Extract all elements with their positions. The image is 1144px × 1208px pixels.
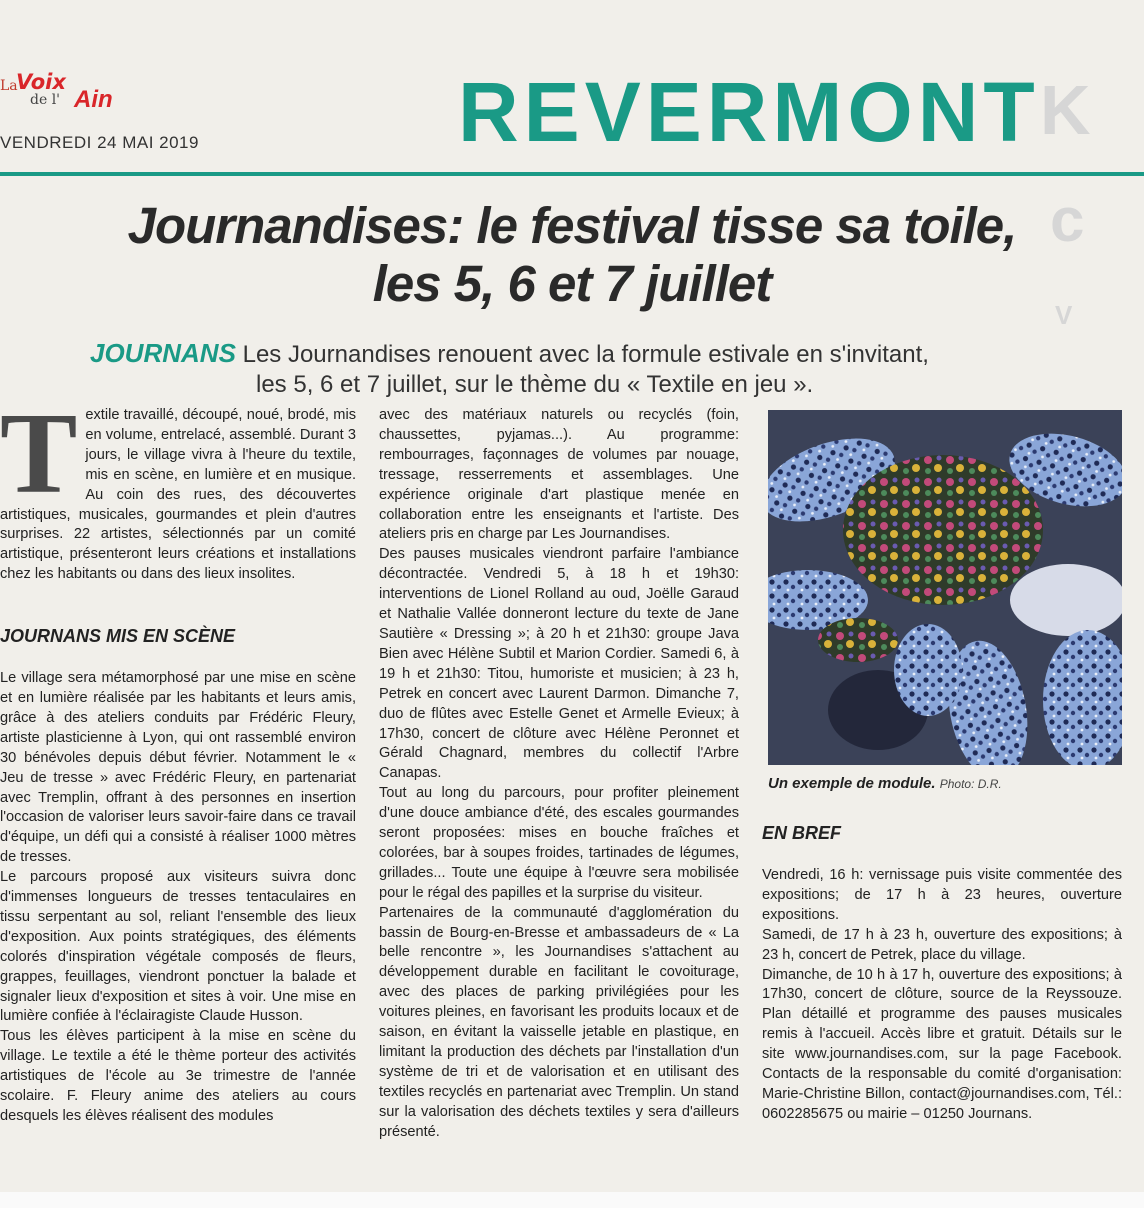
drop-cap: T	[0, 390, 78, 518]
section-title: REVERMONT	[458, 65, 1040, 159]
caption-text: Un exemple de module.	[768, 775, 936, 792]
issue-date: VENDREDI 24 MAI 2019	[0, 133, 199, 152]
brief-paragraph: Samedi, de 17 h à 23 h, ouverture des expositions; à 23 h, concert de Petrek, place du village.	[762, 926, 1122, 963]
subheading: JOURNANS MIS EN SCÈNE	[0, 626, 236, 647]
logo-de: de l'	[30, 92, 61, 108]
bleed-through-decoration: c	[1050, 186, 1085, 255]
paragraph: Partenaires de la communauté d'agglomération du bassin de Bourg-en-Bresse et ambassadeurs de « La belle rencontre », les Journandises s'attachent au développement durable en facilitant le covoiturage, avec des places de parking privilégiées pour les voitures pleines, en favorisant les produits locaux et de saison, en évitant la vaisselle jetable en plastique, en limitant la production des déchets par l'installation d'un système de tri et de valorisation et en utilisant des textiles recyclés en partenariat avec Tremplin. Un stand sur la valorisation des déchets textiles y sera d'ailleurs présenté.	[379, 904, 739, 1140]
kicker: JOURNANS	[90, 338, 236, 368]
logo-voix: Voix	[16, 70, 66, 94]
headline-line-1: Journandises: le festival tisse sa toile,	[127, 197, 1017, 254]
bleed-through-decoration: V	[1055, 300, 1073, 330]
brief-paragraph: Dimanche, de 10 h à 17 h, ouverture des expositions; à 17h30, concert de clôture, source de la Reyssouze. Plan détaillé et programme des pauses musicales remis à l'accueil. Accès libre et gratuit. Détails sur le site www.journandises.com, sur la page Facebook. Contacts de la responsable du comité d'organisation: Marie-Christine Billon, contact@journandises.com, Tél.: 0602285675 ou mairie – 01250 Journans.	[762, 966, 1122, 1122]
paragraph: avec des matériaux naturels ou recyclés (foin, chaussettes, pyjamas...). Au programme: rembourrages, façonnages de volumes par nouage, tressage, resserrements et assemblages. Une expérience originale d'art plastique menée en collaboration entre les enseignants et l'artiste. Des ateliers pris en charge par Les Journandises.	[379, 407, 739, 543]
article-column-1	[0, 390, 356, 1127]
bleed-through-decoration: K	[1040, 71, 1091, 149]
brief-column	[762, 866, 1122, 1125]
article-column-2	[379, 406, 739, 1143]
article-photo	[768, 410, 1122, 765]
paragraph: Tout au long du parcours, pour profiter pleinement d'une douce ambiance d'été, des escales gourmandes seront proposées: mises en bouche fraîches et colorées, bar à soupes froides, tartinades de légumes, grillades... Toute une équipe à l'œuvre sera mobilisée pour le régal des papilles et la surprise du visiteur.	[379, 785, 739, 901]
logo-la: La	[0, 78, 18, 94]
scan-margin	[0, 1192, 1144, 1208]
photo-caption	[768, 775, 1002, 792]
headline	[0, 197, 1144, 313]
paragraph: extile travaillé, découpé, noué, brodé, mis en volume, entrelacé, assemblé. Durant 3 jours, le village vivra à l'heure du textile, mis en scène, en lumière et en musique. Au coin des rues, des découvertes artistiques, musicales, gourmandes et plein d'autres surprises. 22 artistes, sélectionnés par un comité artistique, présenteront leurs créations et installations chez les habitants ou dans des lieux insolites.	[0, 407, 356, 583]
brief-paragraph: Vendredi, 16 h: vernissage puis visite commentée des expositions; de 17 h à 23 heures, ouverture expositions.	[762, 867, 1122, 923]
paragraph: Le village sera métamorphosé par une mise en scène et en lumière réalisée par les habitants et leurs amis, grâce à des ateliers conduits par Frédéric Fleury, artiste plasticienne à Lyon, qui ont rassemblé environ 30 bénévoles depuis début février. Notamment le « Jeu de tresse » avec Frédéric Fleury, en partenariat avec Tremplin, offrant à des personnes en insertion l'occasion de valoriser leurs savoir-faire dans ce travail d'équipe, un défi qui a consisté à réaliser 1000 mètres de tresses.	[0, 670, 356, 866]
paragraph: Tous les élèves participent à la mise en scène du village. Le textile a été le thème porteur des activités artistiques de l'école au 3e trimestre de l'année scolaire. F. Fleury anime des ateliers au cours desquels les élèves réalisent des modules	[0, 1028, 356, 1124]
lede-line-1: Les Journandises renouent avec la formule estivale en s'invitant,	[242, 341, 929, 368]
paragraph: Le parcours proposé aux visiteurs suivra donc d'immenses longueurs de tresses tentaculaires en tissu serpentant au sol, reliant l'ensemble des lieux d'exposition. Aux points stratégiques, des éléments colorés d'inspiration végétale composés de fleurs, grappes, feuillages, viendront ponctuer la balade et signaler lieux d'exposition et sites à voir. Une mise en lumière confiée à l'éclairagiste Claude Husson.	[0, 869, 356, 1025]
headline-line-2: les 5, 6 et 7 juillet	[372, 255, 772, 312]
lede	[90, 338, 1070, 400]
section-rule	[0, 172, 1144, 176]
logo-ain: Ain	[74, 86, 113, 113]
brief-heading: EN BREF	[762, 823, 842, 843]
lede-line-2: les 5, 6 et 7 juillet, sur le thème du « Textile en jeu ».	[256, 371, 814, 398]
paragraph: Des pauses musicales viendront parfaire l'ambiance décontractée. Vendredi 5, à 18 h et 19h30: interventions de Lionel Rolland au oud, Joëlle Garaud et Nathalie Vallée donneront lecture du texte de Jane Sautière « Dressing »; à 20 h et 21h30: groupe Java Bien avec Hélène Subtil et Marion Cordier. Samedi 6, à 19 h et 21h30: Titou, humoriste et musicien; à 23 h, Petrek en concert avec Laurent Darmon. Dimanche 7, duo de flûtes avec Estelle Genet et Armelle Evieux; à 17h30, concert de clôture avec Hélène Peronnet et Gérald Chagnard, membres du collectif l'Arbre Canapas.	[379, 546, 739, 782]
photo-credit: Photo: D.R.	[939, 777, 1002, 791]
newspaper-logo	[0, 72, 130, 120]
textile-module-illustration	[768, 410, 1122, 765]
